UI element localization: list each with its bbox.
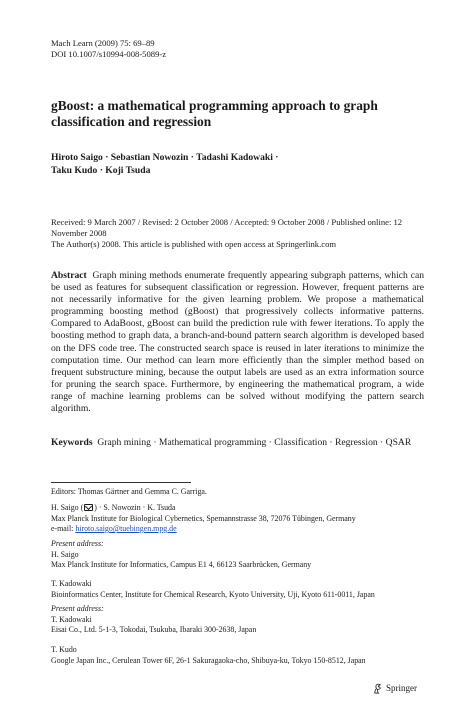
keywords bbox=[51, 437, 424, 449]
publisher-name: Springer bbox=[386, 683, 417, 693]
affiliation-block-4 bbox=[51, 604, 431, 636]
affiliation-google: Google Japan Inc., Cerulean Tower 6F, 26-1 Sakuragaoka-cho, Shibuya-ku, Tokyo 150-8512, Japan bbox=[51, 655, 366, 665]
affiliation-block-5 bbox=[51, 645, 431, 666]
author-list bbox=[51, 152, 421, 177]
authors-line-1: Hiroto Saigo · Sebastian Nowozin · Tadashi Kadowaki · bbox=[51, 152, 279, 163]
editors-text: Editors: Thomas Gärtner and Gemma C. Garriga. bbox=[51, 487, 207, 496]
footnote-divider bbox=[51, 482, 191, 483]
present-address-label: Present address: bbox=[51, 539, 104, 548]
email-label: e-mail: bbox=[51, 524, 74, 533]
journal-header bbox=[51, 38, 166, 61]
author-saigo: H. Saigo bbox=[51, 549, 79, 559]
affiliation-block-2 bbox=[51, 539, 431, 571]
affiliation-mpi-inf: Max Planck Institute for Informatics, Campus E1 4, 66123 Saarbrücken, Germany bbox=[51, 560, 312, 569]
affiliation-mpi-bio: Max Planck Institute for Biological Cybernetics, Spemannstrasse 38, 72076 Tübingen, Germany bbox=[51, 513, 356, 523]
email-line bbox=[51, 524, 431, 535]
dates-line-2: November 2008 bbox=[51, 228, 107, 239]
paper-title bbox=[51, 98, 431, 130]
affiliation-block-1 bbox=[51, 503, 431, 535]
abstract bbox=[51, 270, 424, 415]
co-authors: ) · S. Nowozin · K. Tsuda bbox=[94, 503, 176, 512]
corresponding-authors bbox=[51, 503, 431, 514]
publisher-footer bbox=[372, 682, 417, 694]
title-line-2: classification and regression bbox=[51, 114, 212, 130]
springer-horse-icon bbox=[372, 683, 383, 694]
abstract-label: Abstract bbox=[51, 270, 87, 281]
doi: DOI 10.1007/s10994-008-5089-z bbox=[51, 49, 167, 60]
open-access-notice: The Author(s) 2008. This article is published with open access at Springerlink.com bbox=[51, 239, 337, 250]
authors-line-2: Taku Kudo · Koji Tsuda bbox=[51, 164, 151, 176]
keywords-text: Graph mining · Mathematical programming · Classification · Regression · QSAR bbox=[97, 437, 412, 448]
editors-note bbox=[51, 487, 431, 498]
publication-dates bbox=[51, 217, 423, 251]
dates-line-1: Received: 9 March 2007 / Revised: 2 October 2008 / Accepted: 9 October 2008 / Published online: 12 bbox=[51, 217, 403, 227]
abstract-text: Graph mining methods enumerate frequently appearing subgraph patterns, which can be used as features for subsequent classification or regression. However, frequent patterns are not necessarily informative for the given learning problem. We propose a mathematical programming boosting method (gBoost) that progressively collects informative patterns. Compared to AdaBoost, gBoost can build the prediction rule with fewer iterations. To apply the boosting method to graph data, a branch-and-bound pattern search algorithm is developed based on the DFS code tree. The constructed search space is reused in later iterations to minimize the computation time. Our method can learn more efficiently than the simpler method based on frequent substructure mining, because the output labels are used as an extra information source for pruning the search space. Furthermore, by engineering the mathematical program, a wide range of machine learning problems can be solved without modifying the pattern search algorithm. bbox=[51, 270, 425, 415]
keywords-label: Keywords bbox=[51, 437, 93, 448]
author-kadowaki-2: T. Kadowaki bbox=[51, 614, 92, 624]
author-kadowaki: T. Kadowaki bbox=[51, 579, 92, 588]
affiliation-block-3 bbox=[51, 579, 431, 600]
present-address-label-2: Present address: bbox=[51, 604, 104, 613]
author-kudo: T. Kudo bbox=[51, 645, 77, 654]
affiliation-kyoto: Bioinformatics Center, Institute for Chemical Research, Kyoto University, Uji, Kyoto 611-0011, Japan bbox=[51, 589, 375, 599]
email-link[interactable]: hiroto.saigo@tuebingen.mpg.de bbox=[75, 524, 177, 533]
affiliation-eisai: Eisai Co., Ltd. 5-1-3, Tokodai, Tsukuba, Ibaraki 300-2638, Japan bbox=[51, 625, 257, 634]
envelope-icon bbox=[84, 504, 93, 511]
journal-citation: Mach Learn (2009) 75: 69–89 bbox=[51, 38, 155, 48]
corr-author-name: H. Saigo ( bbox=[51, 503, 84, 512]
title-line-1: gBoost: a mathematical programming approach to graph bbox=[51, 98, 378, 113]
